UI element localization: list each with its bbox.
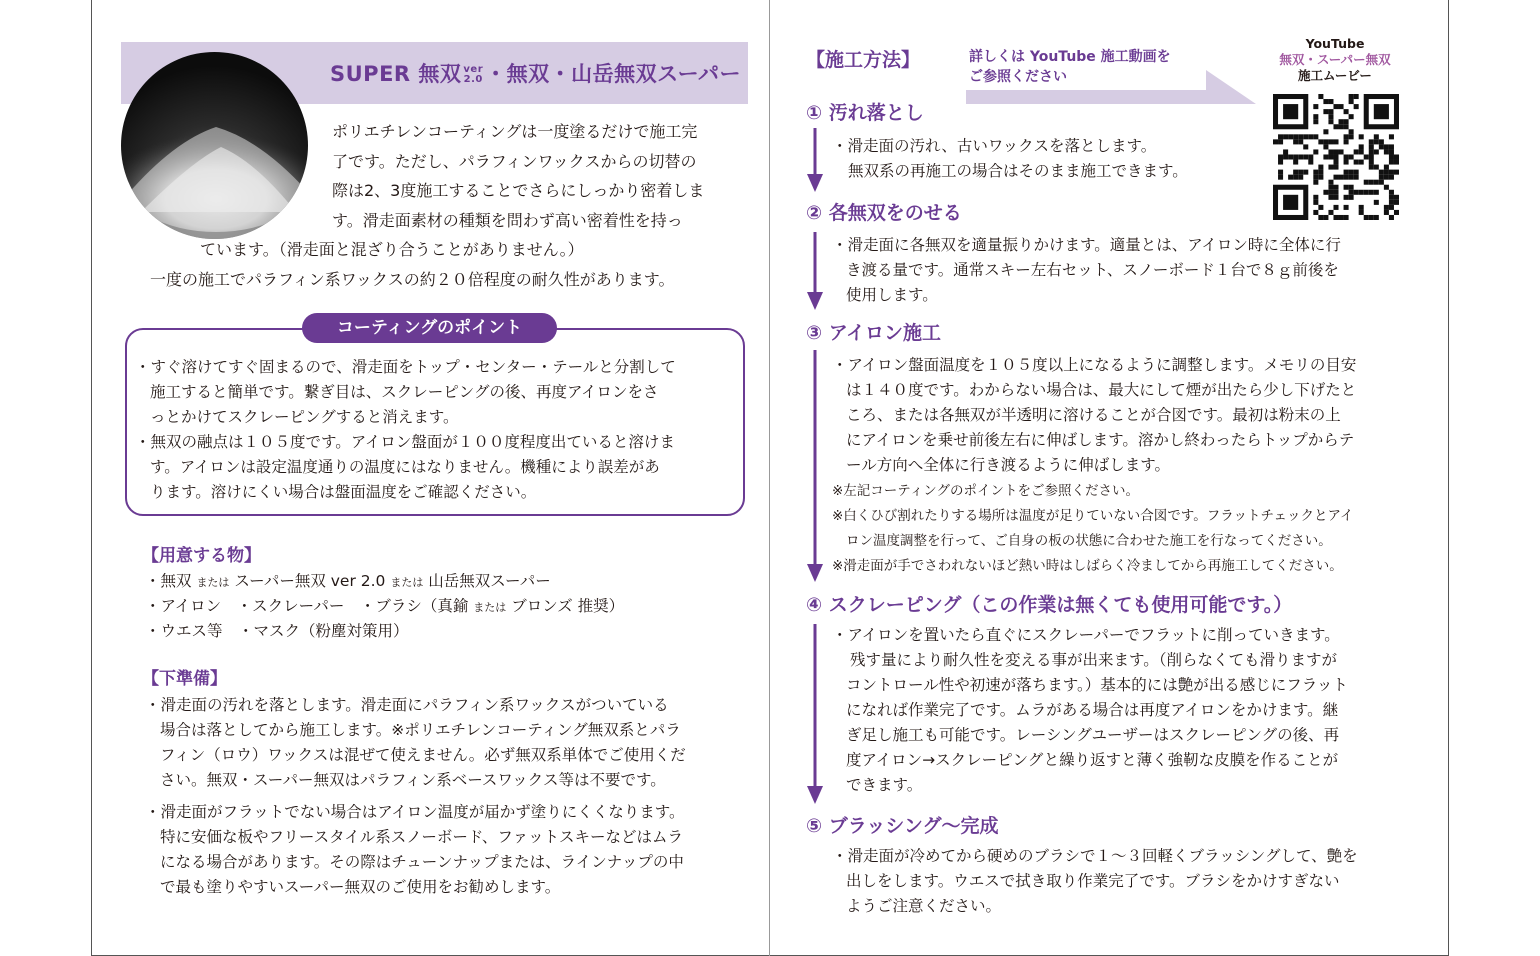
pre-item: になる場合があります。その際はチューンナップまたは、ラインナップの中: [160, 853, 684, 871]
powder-photo: [121, 52, 308, 239]
down-arrow-icon: [806, 350, 824, 584]
product-title: SUPER 無双 ver 2.0 ・無双・山岳無双スーパー: [330, 62, 742, 86]
step3-note: ※白くひび割れたりする場所は温度が足りていない合図です。フラットチェックとアイ: [832, 508, 1354, 524]
step4-line: できます。: [846, 776, 923, 794]
intro-line: ポリエチレンコーティングは一度塗るだけで施工完: [332, 122, 698, 141]
method-heading: 【施工方法】: [806, 49, 921, 71]
intro-line: ています。（滑走面と混ざり合うことがありません。）: [200, 240, 584, 259]
step2-line: ・滑走面に各無双を適量振りかけます。適量とは、アイロン時に全体に行: [832, 236, 1341, 254]
step5-heading: ⑤ ブラッシング〜完成: [806, 815, 999, 837]
step3-line: ール方向へ全体に行き渡るように伸ばします。: [846, 456, 1170, 474]
point-line: ります。溶けにくい場合は盤面温度をご確認ください。: [150, 483, 537, 501]
intro-line: 際は2、3度施工することでさらにしっかり密着しま: [332, 181, 705, 200]
prep-item: ・アイロン ・スクレーパー ・ブラシ（真鍮 または ブロンズ 推奨）: [145, 597, 625, 615]
step4-line: 残す量により耐久性を変える事が出来ます。（削らなくても滑りますが: [850, 651, 1338, 669]
step3-line: ころ、または各無双が半透明に溶けることが合図です。最初は粉末の上: [846, 406, 1341, 424]
step5-line: 出しをします。ウエスで拭き取り作業完了です。ブラシをかけすぎない: [846, 872, 1340, 890]
down-arrow-icon: [806, 128, 824, 194]
qr-code[interactable]: [1273, 94, 1399, 220]
point-line: ・すぐ溶けてすぐ固まるので、滑走面をトップ・センター・テールと分割して: [135, 358, 676, 376]
point-line: す。アイロンは設定温度通りの温度にはなりません。機種により誤差があ: [150, 458, 660, 476]
step1-heading: ① 汚れ落とし: [806, 102, 924, 124]
pre-item: ・滑走面の汚れを落とします。滑走面にパラフィン系ワックスがついている: [145, 696, 669, 714]
step5-line: ・滑走面が冷めてから硬めのブラシで１〜３回軽くブラッシングして、艶を: [832, 847, 1358, 865]
pre-heading: 【下準備】: [142, 669, 227, 689]
prep-item: ・無双 または スーパー無双 ver 2.0 または 山岳無双スーパー: [145, 572, 551, 590]
step4-heading: ④ スクレーピング（この作業は無くても使用可能です。）: [806, 594, 1293, 616]
down-arrow-icon: [806, 624, 824, 806]
right-arrow-band: [966, 68, 1258, 106]
step3-line: ・アイロン盤面温度を１０５度以上になるように調整します。メモリの目安: [832, 356, 1357, 374]
step3-note: ※左記コーティングのポイントをご参照ください。: [832, 483, 1139, 499]
step3-line: は１４０度です。わからない場合は、最大にして煙が出たら少し下げたと: [846, 381, 1357, 399]
pre-item: ・滑走面がフラットでない場合はアイロン温度が届かず塗りにくくなります。: [145, 803, 685, 821]
step3-note: ロン温度調整を行って、ご自身の板の状態に合わせた施工を行なってください。: [846, 533, 1332, 549]
pre-item: 場合は落としてから施工します。※ポリエチレンコーティング無双系とパラ: [160, 721, 681, 739]
intro-line: 了です。ただし、パラフィンワックスからの切替の: [332, 152, 697, 171]
step1-line: ・滑走面の汚れ、古いワックスを落とします。: [832, 137, 1157, 155]
down-arrow-icon: [806, 232, 824, 312]
step4-line: ・アイロンを置いたら直ぐにスクレーパーでフラットに削っていきます。: [832, 626, 1340, 644]
step2-line: 使用します。: [846, 286, 938, 304]
point-line: 施工すると簡単です。繋ぎ目は、スクレーピングの後、再度アイロンをさ: [150, 383, 659, 401]
pre-item: フィン（ロウ）ワックスは混ぜて使えません。必ず無双系単体でご使用くだ: [160, 746, 686, 764]
pre-item: 特に安価な板やフリースタイル系スノーボード、ファットスキーなどはムラ: [160, 828, 683, 846]
step5-line: ようご注意ください。: [846, 897, 1002, 915]
step4-line: ぎ足し施工も可能です。レーシングユーザーはスクレーピングの後、再: [846, 726, 1340, 744]
point-line: ・無双の融点は１０５度です。アイロン盤面が１００度程度出ていると溶けま: [135, 433, 675, 451]
pre-item: で最も塗りやすいスーパー無双のご使用をお勧めします。: [160, 878, 561, 896]
step4-line: になれば作業完了です。ムラがある場合は再度アイロンをかけます。継: [846, 701, 1339, 719]
step1-line: 無双系の再施工の場合はそのまま施工できます。: [848, 162, 1188, 180]
step4-line: 度アイロン→スクレーピングと繰り返すと薄く強靭な皮膜を作ることが: [846, 751, 1339, 769]
youtube-note: 詳しくは YouTube 施工動画を ご参照ください: [969, 49, 1171, 85]
step4-line: コントロール性や初速が落ちます。）基本的には艶が出る感じにフラット: [846, 676, 1348, 694]
step3-note: ※滑走面が手でさわれないほど熱い時はしばらく冷ましてから再施工してください。: [832, 558, 1343, 574]
step3-line: にアイロンを乗せ前後左右に伸ばします。溶かし終わったらトップからテ: [846, 431, 1355, 449]
intro-line: す。滑走面素材の種類を問わず高い密着性を持っ: [332, 211, 683, 230]
coating-points-label: コーティングのポイント: [302, 313, 557, 343]
pre-item: さい。無双・スーパー無双はパラフィン系ベースワックス等は不要です。: [160, 771, 666, 789]
intro-line: 一度の施工でパラフィン系ワックスの約２０倍程度の耐久性があります。: [150, 270, 675, 289]
qr-caption: YouTube 無双・スーパー無双 施工ムービー: [1279, 36, 1391, 83]
step2-heading: ② 各無双をのせる: [806, 202, 962, 224]
point-line: っとかけてスクレーピングすると消えます。: [150, 408, 459, 426]
step2-line: き渡る量です。通常スキー左右セット、スノーボード１台で８ｇ前後を: [846, 261, 1339, 279]
prep-item: ・ウエス等 ・マスク（粉塵対策用）: [145, 622, 409, 640]
step3-heading: ③ アイロン施工: [806, 322, 941, 344]
prep-heading: 【用意する物】: [142, 546, 261, 566]
